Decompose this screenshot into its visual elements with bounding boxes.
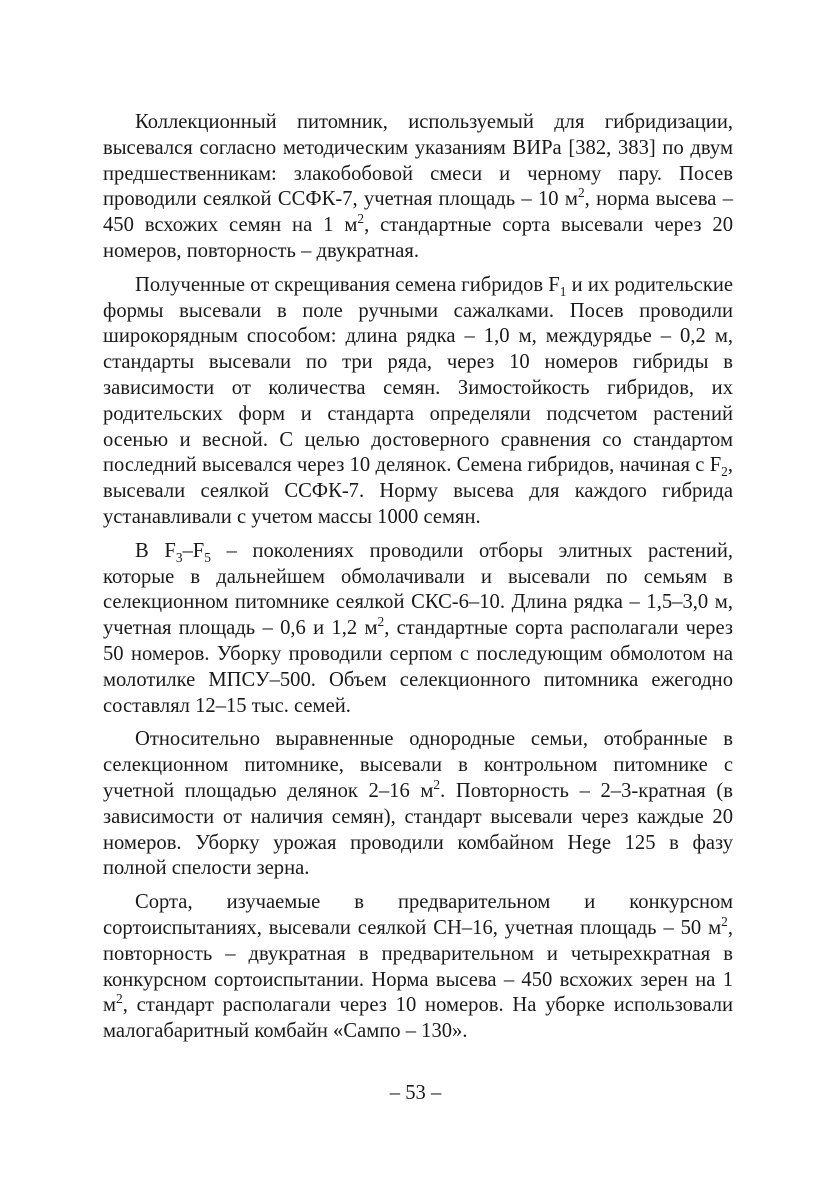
superscript: 2: [433, 777, 441, 793]
text-run: Относительно выравненные однородные семьи, отобранные в селекционном питомнике, высевали в контрольном питомнике с учетной площадью делянок 2–16 м: [103, 728, 733, 802]
text-run: . Повторность – 2–3-кратная (в зависимости от наличия семян), стандарт высевали через каждые 20 номеров. Уборку урожая проводили комбайном Hege 125 в фазу полной спелости зерна.: [103, 779, 733, 880]
text-run: – поколениях проводили отборы элитных растений, которые в дальнейшем обмолачивали и высевали по семьям в селекционном питомнике сеялкой СКС-6–10. Длина рядка – 1,5–3,0 м, учетная площадь – 0,6 и 1,2 м: [103, 539, 733, 640]
superscript: 2: [377, 614, 385, 630]
text-run: , стандартные сорта располагали через 50 номеров. Уборку проводили серпом с последующим обмолотом на молотилке МПСУ–500. Объем селекционного питомника ежегодно составлял 12–15 тыс. семей.: [103, 617, 733, 717]
text-run: Полученные от скрещивания семена гибридов F: [135, 273, 560, 296]
paragraph-selection-nursery: [103, 539, 733, 720]
page-number: – 53 –: [389, 1082, 442, 1104]
text-run: , высевали сеялкой ССФК-7. Норму высева для каждого гибрида устанавливали с учетом массы 1000 семян.: [103, 454, 733, 528]
superscript: 2: [721, 914, 728, 930]
subscript: 1: [559, 283, 567, 299]
superscript: 2: [577, 185, 585, 201]
text-run: В F: [135, 539, 176, 562]
superscript: 2: [116, 991, 123, 1007]
page-body: [103, 110, 733, 1045]
superscript: 2: [357, 211, 365, 227]
paragraph-control-nursery: [103, 727, 733, 882]
text-run: , повторность – двукратная в предварительном и четырехкратная в конкурсном сортоиспытании. Норма высева – 450 всхожих зерен на 1 м: [103, 916, 733, 1017]
subscript: 2: [721, 464, 728, 480]
text-run: –F: [182, 539, 205, 562]
text-run: , стандарт располагали через 10 номеров. На уборке использовали малогабаритный комбайн «Сампо – 130».: [103, 994, 733, 1043]
text-run: и их родительские формы высевали в поле ручными сажалками. Посев проводили широкорядным способом: длина рядка – 1,0 м, междурядье – 0,2 м, стандарты высевали по три ряда, через 10 номеров гибриды в зависимости от количества семян. Зимостойкость гибридов, их родительских форм и стандарта определяли подсчетом растений осенью и весной. С целью достоверного сравнения со стандартом последний высевался через 10 делянок. Семена гибридов, начиная с F: [103, 273, 733, 477]
text-run: , стандартные сорта высевали через 20 номеров, повторность – двукратная.: [103, 214, 733, 262]
text-run: Коллекционный питомник, используемый для гибридизации, высевался согласно методическим указаниям ВИРа [382, 383] по двум предшественникам: злакобобовой смеси и черному пару. Посев проводили сеялкой ССФК-7, учетная площадь – 10 м: [103, 111, 733, 211]
paragraph-collection-nursery: [103, 110, 733, 265]
text-run: , норма высева – 450 всхожих семян на 1 м: [103, 188, 734, 237]
subscript: 3: [175, 549, 183, 565]
paragraph-variety-testing: [103, 890, 733, 1045]
subscript: 5: [204, 549, 211, 565]
text-run: Сорта, изучаемые в предварительном и конкурсном сортоиспытаниях, высевали сеялкой СН–16, учетная площадь – 50 м: [103, 891, 733, 939]
paragraph-hybrid-seeds: [103, 273, 733, 531]
